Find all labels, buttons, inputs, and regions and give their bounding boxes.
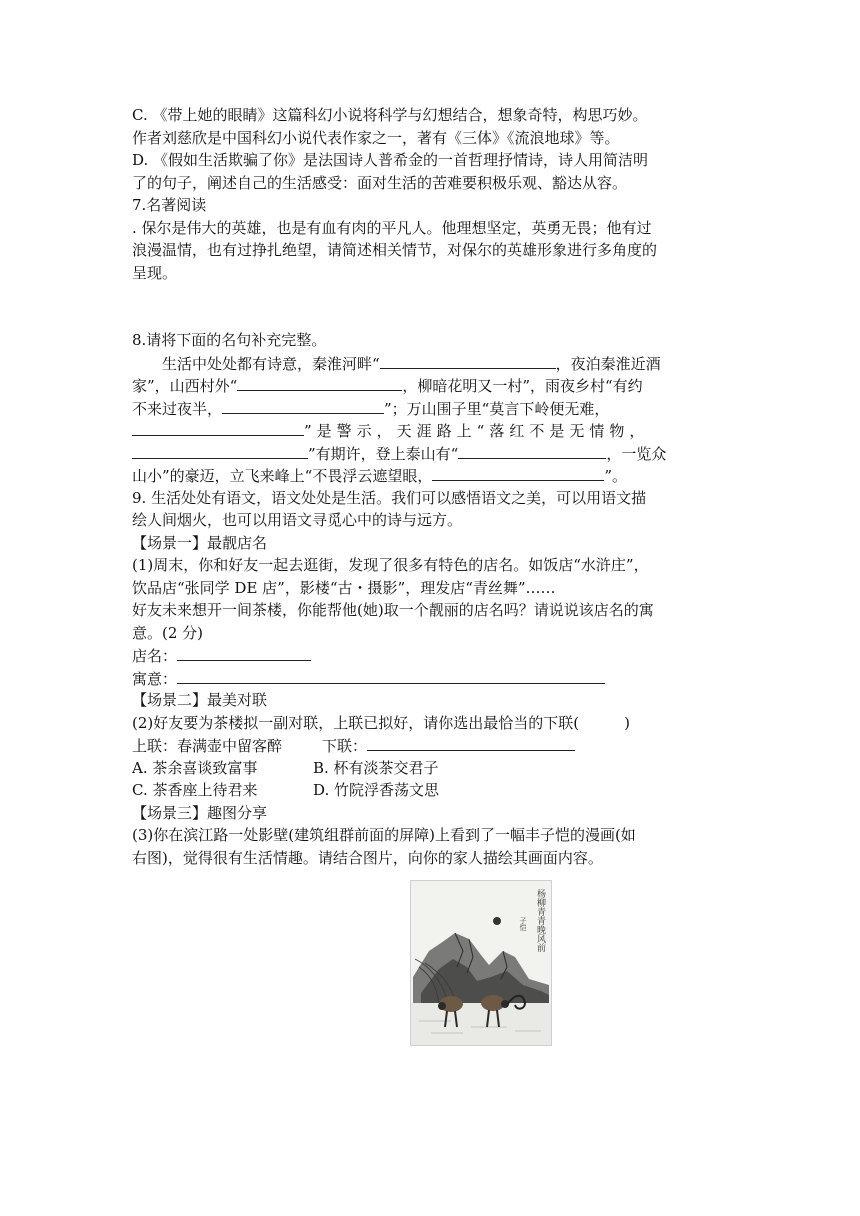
scene1-line3: 好友未来想开一间茶楼，你能帮他(她)取一个靓丽的店名吗？请说说该店名的寓 (132, 601, 654, 619)
scene2-line1: (2)好友要为茶楼拟一副对联，上联已拟好，请你选出最恰当的下联( ) (132, 713, 630, 732)
painting-seal: 子恺 (519, 917, 527, 931)
answer-blank[interactable] (237, 374, 402, 391)
shop-name-row: 店名： (132, 644, 732, 667)
q8-line3: 不来过夜半， ”；万山围子里“莫言下岭便无难， (132, 397, 732, 420)
option-d-line2: 了的句子，阐述自己的生活感受：面对生活的苦难要积极乐观、豁达从容。 (132, 173, 628, 192)
q7-text-line2: 浪漫温情，也有过挣扎绝望，请简述相关情节，对保尔的英雄形象进行多角度的 (132, 241, 658, 259)
q8-line2: 家”，山西村外“ ，柳暗花明又一村”，雨夜乡村“有约 (132, 374, 732, 397)
answer-blank[interactable] (380, 352, 556, 369)
option-b[interactable]: B. 杯有淡茶交君子 (313, 758, 439, 777)
option-c-line2: 作者刘慈欣是中国科幻小说代表作家之一，著有《三体》《流浪地球》等。 (132, 128, 620, 147)
couplet-blank[interactable] (367, 734, 575, 751)
painting-svg (411, 881, 551, 1045)
shop-name-blank[interactable] (177, 644, 311, 661)
q8-line6: 山小”的豪迈，立飞来峰上“不畏浮云遮望眼， ”。 (132, 464, 732, 487)
q7-text-line3: 呈现。 (132, 263, 178, 282)
answer-blank[interactable] (132, 442, 308, 459)
q8-title: 8.请将下面的名句补充完整。 (132, 331, 327, 349)
scene1-title: 【场景一】最靓店名 (132, 533, 268, 552)
scene1-line2: 饮品店“张同学 DE 店”，影楼“古・摄影”，理发店“青丝舞”…… (132, 578, 556, 597)
scene3-line2: 右图)，觉得很有生活情趣。请结合图片，向你的家人描绘其画面内容。 (132, 848, 603, 867)
scene1-line1: (1)周末，你和好友一起去逛街，发现了很多有特色的店名。如饭店“水浒庄”， (132, 556, 649, 574)
option-c[interactable]: C. 茶香座上待君来 (132, 781, 258, 799)
answer-blank[interactable] (432, 464, 604, 481)
shop-meaning-blank[interactable] (177, 667, 605, 684)
q8-line1: 生活中处处都有诗意，秦淮河畔“ ，夜泊秦淮近酒 (132, 352, 732, 375)
scene3-title: 【场景三】趣图分享 (132, 803, 268, 822)
q8-line5: ”有期许，登上泰山有“ ，一览众 (132, 442, 732, 465)
document-body (132, 104, 732, 869)
painting-inscription: 杨柳青青晚风前 (535, 889, 545, 952)
q7-text-line1: . 保尔是伟大的英雄，也是有血有肉的平凡人。他理想坚定，英勇无畏；他有过 (132, 218, 652, 237)
scene1-line4: 意。(2 分) (132, 623, 204, 642)
q7-title: 7.名著阅读 (132, 196, 207, 214)
q9-line1: 9. 生活处处有语文，语文处处是生活。我们可以感悟语文之美，可以用语文描 (132, 488, 647, 507)
ink-painting-image (410, 880, 552, 1046)
answer-blank[interactable] (222, 397, 384, 414)
option-d[interactable]: D. 竹院浮香荡文思 (313, 781, 440, 799)
answer-blank[interactable] (132, 419, 304, 436)
q8-line4: ”是警示，天涯路上“落红不是无情物， (132, 419, 732, 442)
scene2-title: 【场景二】最美对联 (132, 691, 268, 709)
q9-line2: 绘人间烟火，也可以用语文寻觅心中的诗与远方。 (132, 511, 463, 529)
option-c-line1: C. 《带上她的眼睛》这篇科幻小说将科学与幻想结合，想象奇特，构思巧妙。 (132, 106, 648, 124)
answer-blank[interactable] (458, 442, 606, 459)
option-d-line1: D. 《假如生活欺骗了你》是法国诗人普希金的一首哲理抒情诗，诗人用简洁明 (132, 151, 649, 169)
option-a[interactable]: A. 茶余喜谈致富事 (132, 758, 258, 777)
options-row-2 (132, 779, 732, 802)
shop-meaning-row: 寓意： (132, 667, 732, 690)
options-row-1 (132, 757, 732, 780)
scene3-line1: (3)你在滨江路一处影壁(建筑组群前面的屏障)上看到了一幅丰子恺的漫画(如 (132, 826, 636, 844)
couplet-row: 上联：春满壶中留客醉 下联： (132, 734, 732, 757)
